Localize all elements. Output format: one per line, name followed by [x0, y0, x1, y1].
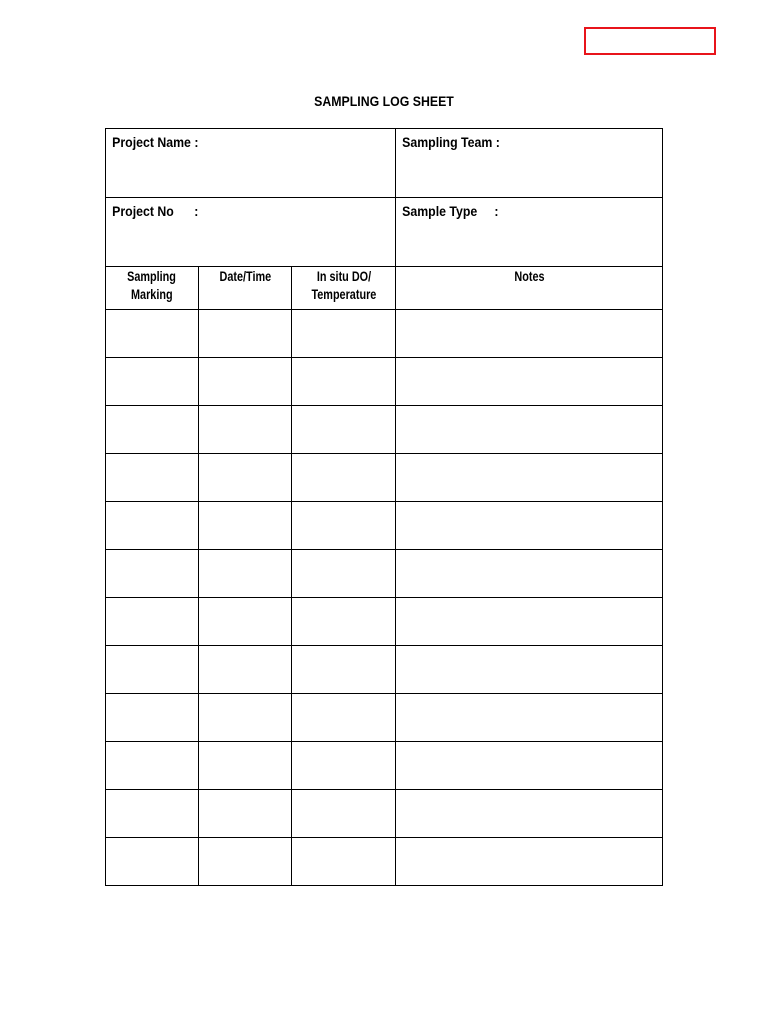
table-row: [106, 790, 663, 838]
table-cell[interactable]: [396, 742, 663, 790]
project-no-label: Project No :: [112, 203, 199, 219]
table-cell[interactable]: [292, 838, 396, 886]
table-cell[interactable]: [396, 790, 663, 838]
table-cell[interactable]: [292, 406, 396, 454]
header-row-1: [106, 129, 663, 198]
table-cell[interactable]: [292, 598, 396, 646]
table-row: [106, 550, 663, 598]
sampling-team-field[interactable]: [396, 129, 663, 198]
column-header-notes: [396, 267, 663, 310]
table-cell[interactable]: [106, 406, 199, 454]
log-table-body: [106, 310, 663, 886]
table-cell[interactable]: [396, 598, 663, 646]
column-header-row: [106, 267, 663, 310]
sample-type-label: Sample Type :: [402, 203, 499, 219]
table-cell[interactable]: [396, 550, 663, 598]
table-cell[interactable]: [396, 310, 663, 358]
table-cell[interactable]: [199, 310, 292, 358]
table-cell[interactable]: [396, 406, 663, 454]
table-cell[interactable]: [292, 646, 396, 694]
table-cell[interactable]: [292, 742, 396, 790]
column-header-line1: Notes: [513, 268, 545, 284]
table-cell[interactable]: [396, 358, 663, 406]
table-row: [106, 598, 663, 646]
table-cell[interactable]: [396, 646, 663, 694]
page-title: SAMPLING LOG SHEET: [314, 93, 454, 109]
column-header-sampling-marking: [106, 267, 199, 310]
project-name-field[interactable]: [106, 129, 396, 198]
table-cell[interactable]: [292, 454, 396, 502]
table-cell[interactable]: [106, 598, 199, 646]
table-cell[interactable]: [292, 694, 396, 742]
column-header-line2: Marking: [131, 286, 173, 302]
table-cell[interactable]: [199, 550, 292, 598]
table-cell[interactable]: [106, 454, 199, 502]
table-cell[interactable]: [199, 790, 292, 838]
table-cell[interactable]: [106, 694, 199, 742]
table-cell[interactable]: [292, 550, 396, 598]
table-cell[interactable]: [292, 502, 396, 550]
column-header-insitu-do: [292, 267, 396, 310]
table-cell[interactable]: [199, 838, 292, 886]
table-cell[interactable]: [199, 502, 292, 550]
column-header-line1: Date/Time: [219, 268, 271, 284]
table-cell[interactable]: [199, 358, 292, 406]
table-cell[interactable]: [106, 550, 199, 598]
table-cell[interactable]: [292, 790, 396, 838]
table-cell[interactable]: [199, 454, 292, 502]
table-cell[interactable]: [396, 838, 663, 886]
table-cell[interactable]: [396, 502, 663, 550]
sampling-team-label: Sampling Team :: [402, 134, 500, 150]
sample-type-field[interactable]: [396, 198, 663, 267]
table-cell[interactable]: [292, 310, 396, 358]
column-header-line2: Temperature: [311, 286, 376, 302]
table-cell[interactable]: [106, 358, 199, 406]
table-row: [106, 742, 663, 790]
table-cell[interactable]: [292, 358, 396, 406]
column-header-date-time: [199, 267, 292, 310]
table-row: [106, 646, 663, 694]
table-cell[interactable]: [106, 310, 199, 358]
table-row: [106, 694, 663, 742]
table-row: [106, 406, 663, 454]
table-cell[interactable]: [199, 406, 292, 454]
table-cell[interactable]: [199, 694, 292, 742]
table-cell[interactable]: [396, 454, 663, 502]
table-row: [106, 310, 663, 358]
column-header-line1: Sampling: [127, 268, 177, 284]
table-row: [106, 454, 663, 502]
log-table: [105, 128, 663, 886]
column-header-line1: In situ DO/: [316, 268, 371, 284]
table-cell[interactable]: [106, 646, 199, 694]
table-row: [106, 838, 663, 886]
table-row: [106, 358, 663, 406]
table-cell[interactable]: [106, 742, 199, 790]
header-row-2: [106, 198, 663, 267]
table-cell[interactable]: [106, 502, 199, 550]
table-cell[interactable]: [199, 742, 292, 790]
table-row: [106, 502, 663, 550]
stamp-box: [584, 27, 716, 55]
project-no-field[interactable]: [106, 198, 396, 267]
project-name-label: Project Name :: [112, 134, 199, 150]
table-cell[interactable]: [199, 598, 292, 646]
table-cell[interactable]: [396, 694, 663, 742]
table-cell[interactable]: [199, 646, 292, 694]
table-cell[interactable]: [106, 838, 199, 886]
table-cell[interactable]: [106, 790, 199, 838]
